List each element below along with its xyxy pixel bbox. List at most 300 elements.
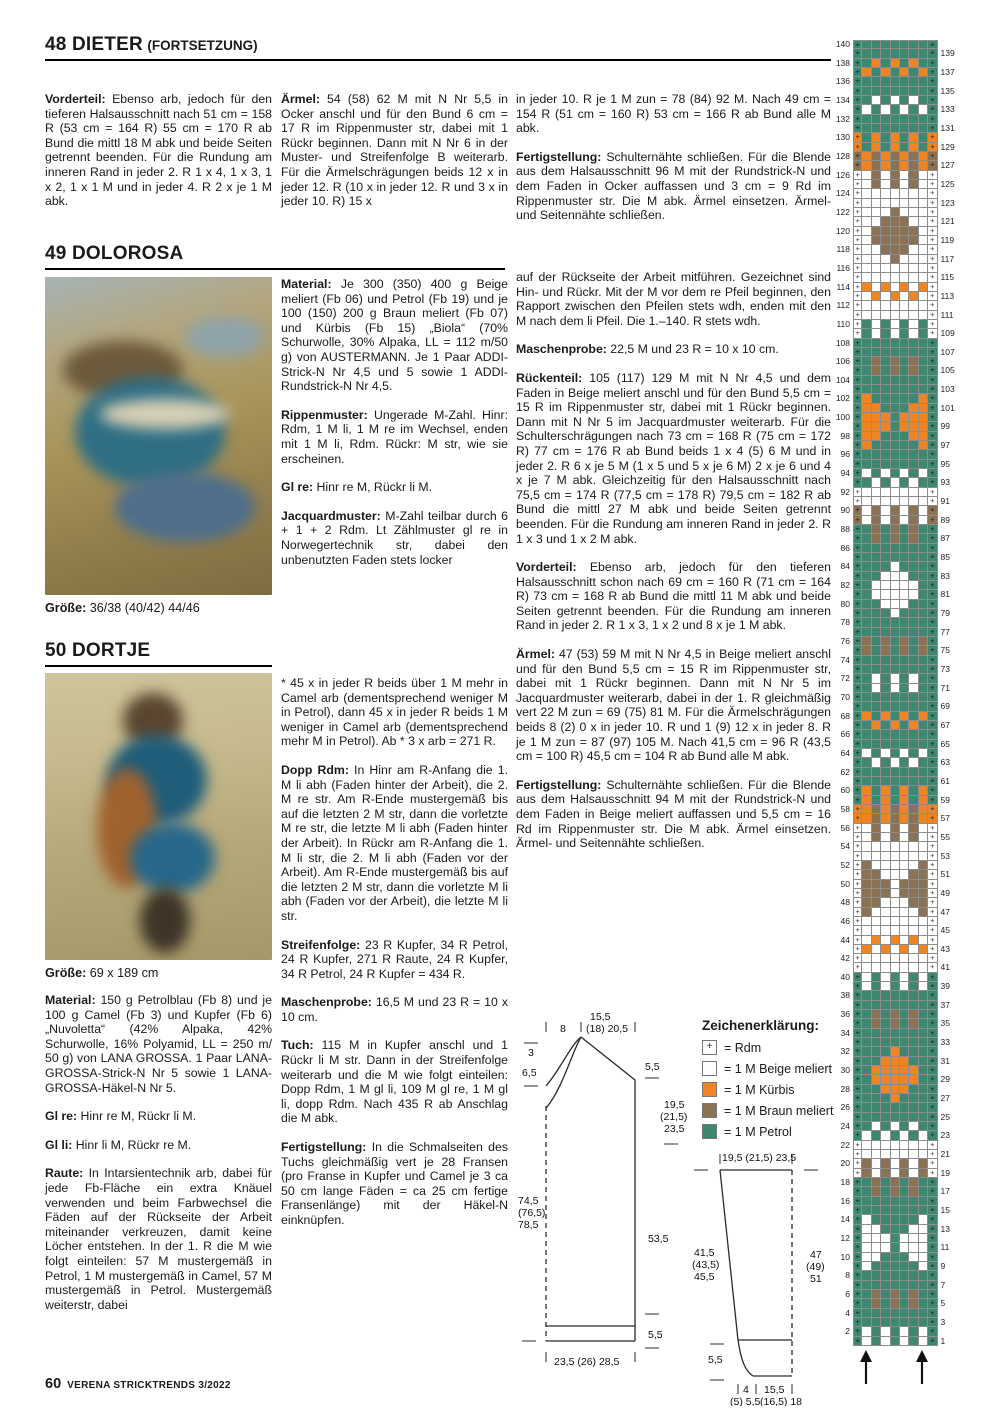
chart-cell: + — [928, 1131, 937, 1140]
chart-cell — [909, 124, 918, 133]
chart-row-number-right: 41 — [940, 962, 950, 973]
chart-row-number-right: 1 — [940, 1335, 946, 1346]
body-armhole-2: (21,5) — [660, 1111, 688, 1123]
paragraph: Ärmel: 47 (53) 59 M mit N Nr 4,5 in Beige meliert anschl und für den Bund 5,5 cm = 15 R im Rippenmuster str, dabei mit 1 Rückr beginnen. Dann mit N Nr 5 im Jacquardmuster weiterarb, dabei in der 1. R gleichmäßig vert 22 M zun = 69 (75) 81 M. Für die Ärmelschrägungen beids 8 (2) 0 x in jeder 10. R und 1 (9) 12 x in jeder 8. R je 1 M zun = 87 (97) 105 M. Nach 41,5 cm = 96 R (43,5 cm = 100 R) 45,5 cm = 104 R ab Bund alle M abk. — [516, 647, 831, 764]
chart-row-number-left: 106 — [835, 356, 850, 367]
chart-cell — [900, 77, 909, 86]
chart-cell — [881, 590, 890, 599]
chart-row-number-left: 90 — [840, 505, 850, 516]
chart-cell — [872, 385, 881, 394]
chart-cell — [909, 562, 918, 571]
chart-cell — [881, 124, 890, 133]
chart-cell — [919, 534, 928, 543]
chart-cell — [891, 562, 900, 571]
chart-row-number-left: 46 — [840, 915, 850, 926]
chart-cell — [881, 301, 890, 310]
chart-cell — [919, 1281, 928, 1290]
chart-cell — [919, 59, 928, 68]
chart-row-number-left: 140 — [835, 39, 850, 49]
chart-cell — [891, 1057, 900, 1066]
chart-cell — [891, 283, 900, 292]
chart-cell — [919, 497, 928, 506]
chart-cell — [891, 982, 900, 991]
body-bottom-width: 23,5 (26) 28,5 — [554, 1356, 620, 1368]
chart-cell: + — [853, 292, 862, 301]
chart-cell — [862, 1085, 871, 1094]
chart-cell — [909, 441, 918, 450]
chart-cell — [891, 917, 900, 926]
chart-cell: + — [853, 1178, 862, 1187]
chart-cell — [900, 1215, 909, 1224]
sleeve-left-3: 45,5 — [694, 1271, 715, 1283]
chart-row-number-left: 24 — [840, 1121, 850, 1132]
chart-cell: + — [928, 1262, 937, 1271]
chart-cell — [891, 721, 900, 730]
chart-cell: + — [853, 1253, 862, 1262]
chart-cell — [862, 404, 871, 413]
chart-cell: + — [928, 674, 937, 683]
chart-cell — [900, 777, 909, 786]
chart-row-number-left: 72 — [840, 673, 850, 684]
chart-cell — [919, 1197, 928, 1206]
chart-cell: + — [853, 590, 862, 599]
paragraph: Fertigstellung: Schulternähte schließen. Für die Blende aus dem Halsausschnitt 96 M mit der Rundstrick-N und dem Faden in Ocker auffassen und 3 cm = 9 Rd im Rippenmuster str. Die M abk. Ärmel einsetzen. Ärmel- und Seitennähte schließen. — [516, 149, 832, 223]
chart-cell — [891, 805, 900, 814]
chart-row-number-right: 129 — [940, 141, 955, 152]
chart-cell — [881, 740, 890, 749]
chart-cell — [862, 1262, 871, 1271]
chart-cell — [919, 926, 928, 935]
chart-cell: + — [853, 814, 862, 823]
chart-cell: + — [928, 301, 937, 310]
chart-row-number-right: 77 — [940, 626, 950, 637]
chart-cell — [862, 628, 871, 637]
chart-cell — [909, 572, 918, 581]
chart-cell — [881, 96, 890, 105]
chart-cell — [872, 562, 881, 571]
chart-row-number-left: 104 — [835, 374, 850, 385]
chart-cell — [919, 432, 928, 441]
chart-cell — [891, 488, 900, 497]
chart-cell: + — [853, 376, 862, 385]
chart-cell — [862, 525, 871, 534]
chart-row-number-left: 98 — [840, 430, 850, 441]
chart-cell — [919, 1234, 928, 1243]
chart-cell — [891, 245, 900, 254]
chart-cell — [862, 1001, 871, 1010]
chart-cell — [862, 973, 871, 982]
chart-cell — [909, 488, 918, 497]
chart-cell — [862, 450, 871, 459]
chart-cell — [891, 1066, 900, 1075]
chart-cell — [862, 1159, 871, 1168]
chart-cell — [900, 954, 909, 963]
chart-cell — [881, 264, 890, 273]
chart-cell — [919, 199, 928, 208]
chart-row-number-left: 42 — [840, 953, 850, 964]
chart-cell — [909, 348, 918, 357]
sleeve-bottom-b1: 15,5 — [764, 1384, 785, 1396]
chart-cell: + — [853, 1206, 862, 1215]
chart-cell — [900, 357, 909, 366]
chart-cell — [872, 861, 881, 870]
chart-row-number-left: 114 — [836, 281, 850, 292]
chart-cell — [862, 227, 871, 236]
chart-cell — [909, 339, 918, 348]
chart-cell — [919, 991, 928, 1000]
chart-row-number-right: 93 — [940, 477, 950, 488]
chart-cell — [872, 432, 881, 441]
chart-cell — [881, 1057, 890, 1066]
chart-cell: + — [853, 1075, 862, 1084]
chart-cell — [919, 394, 928, 403]
chart-row-number-right: 27 — [940, 1093, 950, 1104]
chart-cell — [881, 1094, 890, 1103]
chart-cell — [862, 1131, 871, 1140]
chart-cell — [919, 1178, 928, 1187]
chart-cell — [900, 1001, 909, 1010]
chart-cell — [862, 1327, 871, 1336]
chart-cell — [919, 1150, 928, 1159]
chart-cell — [909, 1169, 918, 1178]
chart-cell — [900, 973, 909, 982]
chart-cell: + — [928, 152, 937, 161]
chart-cell — [909, 49, 918, 58]
chart-cell — [909, 991, 918, 1000]
chart-cell — [872, 227, 881, 236]
chart-cell — [872, 301, 881, 310]
chart-cell — [862, 730, 871, 739]
chart-cell: + — [928, 255, 937, 264]
chart-cell: + — [928, 833, 937, 842]
chart-cell — [900, 1131, 909, 1140]
chart-cell — [900, 889, 909, 898]
chart-cell — [862, 1206, 871, 1215]
chart-cell — [862, 852, 871, 861]
chart-cell: + — [928, 1281, 937, 1290]
chart-cell — [919, 1075, 928, 1084]
chart-cell — [881, 450, 890, 459]
chart-cell — [862, 1309, 871, 1318]
chart-cell — [872, 339, 881, 348]
chart-row-number-right: 17 — [940, 1186, 950, 1197]
chart-row-number-right: 3 — [940, 1316, 946, 1327]
chart-cell — [872, 1094, 881, 1103]
chart-cell — [900, 814, 909, 823]
paragraph: Ärmel: 54 (58) 62 M mit N Nr 5,5 in Ocker anschl und für den Bund 6 cm = 17 R im Rippenmuster str, dabei mit 1 Rückr beginnen. Dann mit N Nr 6 in der Muster- und Streifenfolge B weiterarb. Für die Ärmelschrägungen beids 12 x in jeder 12. R (10 x in jeder 12. R und 3 x in jeder 10. R) 15 x — [281, 92, 508, 209]
chart-cell — [909, 1225, 918, 1234]
chart-cell — [919, 982, 928, 991]
chart-cell — [881, 1299, 890, 1308]
chart-cell — [891, 301, 900, 310]
chart-cell — [919, 245, 928, 254]
chart-cell — [900, 385, 909, 394]
chart-cell — [872, 544, 881, 553]
chart-cell — [872, 702, 881, 711]
chart-cell — [900, 702, 909, 711]
chart-row-number-left: 130 — [835, 132, 850, 143]
chart-cell — [881, 861, 890, 870]
chart-cell: + — [928, 637, 937, 646]
chart-cell — [881, 478, 890, 487]
chart-cell — [919, 1337, 928, 1346]
chart-cell: + — [853, 628, 862, 637]
chart-cell — [891, 376, 900, 385]
chart-cell — [919, 553, 928, 562]
body-rib-height: 5,5 — [648, 1329, 663, 1341]
chart-cell — [900, 87, 909, 96]
chart-cell: + — [928, 721, 937, 730]
chart-row-number-right: 37 — [940, 999, 950, 1010]
chart-cell — [881, 973, 890, 982]
chart-cell — [862, 805, 871, 814]
chart-cell — [909, 236, 918, 245]
chart-cell — [891, 1029, 900, 1038]
chart-cell: + — [928, 991, 937, 1000]
section-48-subtitle: (FORTSETZUNG) — [147, 38, 258, 53]
chart-cell — [891, 833, 900, 842]
chart-cell — [900, 693, 909, 702]
chart-cell: + — [928, 217, 937, 226]
chart-cell — [881, 1206, 890, 1215]
chart-cell: + — [928, 516, 937, 525]
chart-cell — [919, 152, 928, 161]
chart-row-number-left: 62 — [840, 766, 850, 777]
chart-cell — [900, 450, 909, 459]
chart-cell — [909, 1066, 918, 1075]
chart-cell — [919, 1318, 928, 1327]
chart-cell: + — [928, 861, 937, 870]
chart-cell — [900, 544, 909, 553]
chart-cell — [919, 1187, 928, 1196]
page-number: 60 — [45, 1376, 62, 1392]
chart-cell — [909, 404, 918, 413]
paragraph: Fertigstellung: In die Schmalseiten des Tuchs gleichmäßig vert je 28 Fransen (pro Franse in Kupfer und Camel je 3 ca 50 cm lange Fäden = ca 25 cm fertige Fransenlänge) mit der Häkel-N einknüpfen. — [281, 1140, 508, 1227]
chart-cell — [909, 581, 918, 590]
chart-cell — [909, 590, 918, 599]
chart-row-number-left: 100 — [835, 412, 850, 423]
chart-cell — [919, 917, 928, 926]
chart-cell — [909, 852, 918, 861]
chart-cell — [891, 926, 900, 935]
chart-cell: + — [853, 1262, 862, 1271]
chart-cell: + — [853, 161, 862, 170]
chart-cell — [881, 534, 890, 543]
chart-cell — [891, 600, 900, 609]
chart-cell — [891, 180, 900, 189]
chart-cell: + — [853, 77, 862, 86]
chart-cell — [881, 945, 890, 954]
chart-cell — [891, 674, 900, 683]
chart-cell: + — [853, 227, 862, 236]
chart-row-number-left: 34 — [840, 1027, 850, 1038]
chart-row-number-left: 14 — [840, 1214, 850, 1225]
chart-cell — [881, 581, 890, 590]
chart-cell — [909, 1057, 918, 1066]
chart-cell — [872, 283, 881, 292]
chart-cell — [900, 824, 909, 833]
chart-cell: + — [853, 674, 862, 683]
chart-row-number-right: 51 — [940, 869, 950, 880]
body-neck-width-2: (18) 20,5 — [586, 1023, 629, 1035]
chart-cell: + — [853, 1019, 862, 1028]
chart-cell: + — [928, 889, 937, 898]
chart-cell — [862, 208, 871, 217]
chart-cell — [909, 1327, 918, 1336]
body-neck-width-1: 15,5 — [590, 1011, 611, 1023]
chart-cell: + — [928, 422, 937, 431]
chart-cell — [872, 730, 881, 739]
chart-cell — [872, 1113, 881, 1122]
chart-cell — [900, 376, 909, 385]
chart-row-number-right: 123 — [940, 197, 955, 208]
chart-cell — [872, 1281, 881, 1290]
photo-dortje-skirt — [130, 823, 215, 893]
chart-cell — [881, 1001, 890, 1010]
chart-cell — [900, 572, 909, 581]
chart-cell: + — [928, 786, 937, 795]
chart-cell — [862, 171, 871, 180]
chart-cell — [900, 469, 909, 478]
chart-cell — [909, 618, 918, 627]
chart-cell — [900, 1253, 909, 1262]
chart-cell — [881, 161, 890, 170]
chart-cell: + — [853, 245, 862, 254]
chart-cell — [891, 646, 900, 655]
chart-cell — [891, 1169, 900, 1178]
chart-cell — [881, 394, 890, 403]
chart-cell: + — [853, 553, 862, 562]
chart-cell — [900, 1178, 909, 1187]
chart-cell — [862, 963, 871, 972]
chart-cell — [900, 936, 909, 945]
chart-cell: + — [928, 898, 937, 907]
chart-cell — [862, 488, 871, 497]
chart-cell — [872, 413, 881, 422]
chart-cell — [881, 628, 890, 637]
chart-cell: + — [928, 1019, 937, 1028]
chart-cell: + — [928, 264, 937, 273]
chart-cell — [862, 1019, 871, 1028]
chart-cell: + — [928, 105, 937, 114]
chart-cell — [900, 301, 909, 310]
chart-row-number-right: 111 — [940, 309, 954, 320]
chart-cell — [909, 1001, 918, 1010]
chart-cell: + — [928, 618, 937, 627]
chart-cell — [891, 152, 900, 161]
body-shoulder-slope: 5,5 — [645, 1061, 660, 1073]
chart-cell — [881, 1150, 890, 1159]
chart-cell: + — [928, 842, 937, 851]
chart-cell — [881, 768, 890, 777]
chart-row-number-left: 52 — [840, 859, 850, 870]
chart-cell — [909, 87, 918, 96]
paragraph: * 45 x in jeder R beids über 1 M mehr in Camel arb (dementsprechend weniger M in Petrol), dann 45 x in jeder R beids 1 M weniger in Camel arb (dementsprechend mehr M in Petrol). Ab * 3 x arb = 271 R. — [281, 676, 508, 749]
chart-cell — [909, 1159, 918, 1168]
chart-cell — [900, 982, 909, 991]
chart-cell: + — [853, 693, 862, 702]
chart-cell — [900, 786, 909, 795]
chart-cell — [862, 292, 871, 301]
chart-cell — [862, 320, 871, 329]
chart-cell — [900, 628, 909, 637]
chart-cell — [862, 1075, 871, 1084]
chart-cell: + — [853, 385, 862, 394]
chart-cell — [900, 171, 909, 180]
chart-cell — [919, 273, 928, 282]
chart-cell — [862, 898, 871, 907]
chart-cell — [881, 1010, 890, 1019]
chart-row-number-right: 9 — [940, 1260, 946, 1271]
chart-cell — [919, 1271, 928, 1280]
chart-cell — [919, 889, 928, 898]
chart-cell — [900, 283, 909, 292]
chart-cell — [872, 1327, 881, 1336]
chart-cell — [872, 880, 881, 889]
chart-cell — [909, 40, 918, 49]
chart-cell — [909, 1271, 918, 1280]
chart-cell: + — [853, 478, 862, 487]
chart-cell — [909, 105, 918, 114]
chart-cell: + — [928, 348, 937, 357]
chart-cell — [900, 740, 909, 749]
chart-cell — [862, 693, 871, 702]
chart-cell — [881, 963, 890, 972]
chart-cell — [862, 814, 871, 823]
chart-cell — [909, 329, 918, 338]
chart-cell: + — [928, 1309, 937, 1318]
photo-dortje — [45, 673, 272, 960]
chart-cell — [862, 777, 871, 786]
chart-cell — [891, 768, 900, 777]
chart-cell — [891, 1309, 900, 1318]
photo-dolorosa-cardigan — [75, 377, 225, 487]
chart-cell — [881, 516, 890, 525]
chart-row-number-left: 102 — [835, 393, 850, 404]
chart-row-number-right: 107 — [940, 346, 955, 357]
chart-cell — [900, 199, 909, 208]
chart-row-number-left: 86 — [840, 542, 850, 553]
chart-cell — [909, 516, 918, 525]
chart-cell — [909, 926, 918, 935]
chart-row-number-right: 61 — [940, 775, 950, 786]
chart-cell — [862, 301, 871, 310]
chart-cell: + — [928, 227, 937, 236]
chart-cell — [900, 730, 909, 739]
chart-row-number-left: 136 — [835, 76, 850, 87]
chart-cell — [919, 488, 928, 497]
chart-cell: + — [928, 161, 937, 170]
chart-cell — [900, 1299, 909, 1308]
chart-cell — [900, 1197, 909, 1206]
chart-cell — [881, 404, 890, 413]
chart-cell: + — [853, 600, 862, 609]
chart-cell — [909, 376, 918, 385]
chart-row-number-left: 80 — [840, 598, 850, 609]
chart-cell: + — [853, 273, 862, 282]
chart-cell: + — [853, 189, 862, 198]
chart-cell — [862, 842, 871, 851]
chart-cell: + — [928, 1299, 937, 1308]
chart-cell — [881, 618, 890, 627]
chart-cell: + — [853, 143, 862, 152]
chart-cell — [919, 740, 928, 749]
chart-cell: + — [853, 1159, 862, 1168]
chart-cell — [891, 432, 900, 441]
chart-cell — [919, 833, 928, 842]
chart-cell — [881, 143, 890, 152]
chart-cell — [862, 758, 871, 767]
